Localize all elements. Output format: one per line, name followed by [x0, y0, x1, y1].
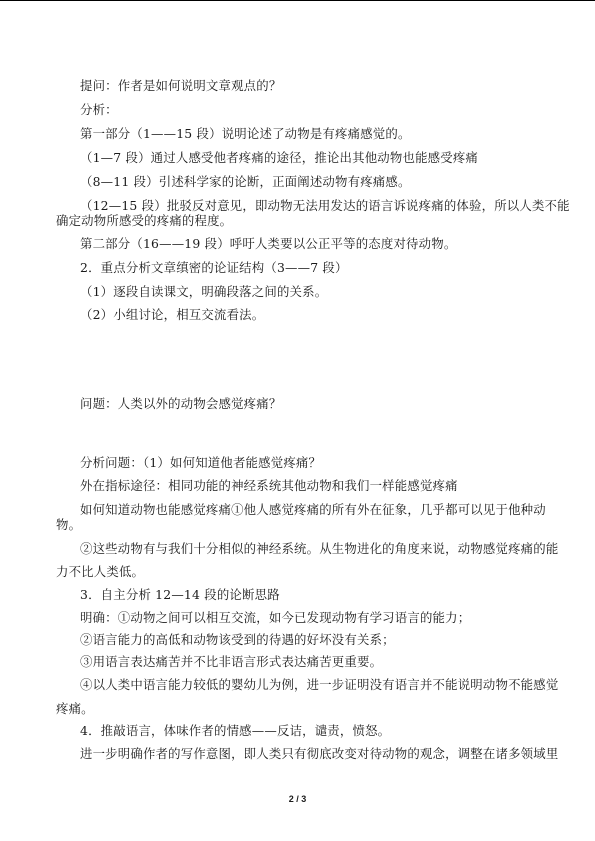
text-line: （8—11 段）引述科学家的论断，正面阐述动物有疼痛感。 [80, 174, 411, 189]
text-line: 疼痛。 [56, 701, 94, 716]
text-line: 力不比人类低。 [56, 564, 145, 579]
text-line: 4．推敲语言，体味作者的情感——反诘，谴责，愤怒。 [80, 723, 391, 738]
text-line: 问题：人类以外的动物会感觉疼痛？ [80, 396, 282, 411]
text-line: 如何知道动物也能感觉疼痛①他人感觉疼痛的所有外在征象，几乎都可以见于他种动 [80, 502, 546, 517]
text-line: 分析问题：（1）如何知道他者能感觉疼痛？ [80, 455, 322, 470]
text-line: （1—7 段）通过人感受他者疼痛的途径，推论出其他动物也能感受疼痛 [80, 150, 479, 165]
text-line: （2）小组讨论，相互交流看法。 [80, 307, 265, 322]
text-line: 明确：①动物之间可以相互交流，如今已发现动物有学习语言的能力； [80, 610, 471, 625]
text-line: 第二部分（16——19 段）呼吁人类要以公正平等的态度对待动物。 [80, 236, 457, 251]
text-line: 外在指标途径：相同功能的神经系统其他动物和我们一样能感觉疼痛 [80, 478, 458, 493]
text-line: 物。 [56, 517, 82, 532]
page-number: 2 / 3 [288, 794, 307, 804]
text-line: （12—15 段）批驳反对意见，即动物无法用发达的语言诉说疼痛的体验，所以人类不能 [80, 198, 570, 213]
text-line: 分析： [80, 102, 118, 117]
text-line: 进一步明确作者的写作意图，即人类只有彻底改变对待动物的观念，调整在诸多领域里 [80, 746, 559, 761]
text-line: ②语言能力的高低和动物该受到的待遇的好坏没有关系； [80, 632, 395, 647]
text-line: ③用语言表达痛苦并不比非语言形式表达痛苦更重要。 [80, 654, 383, 669]
text-line: 3．自主分析 12—14 段的论断思路 [80, 587, 280, 602]
text-line: ②这些动物有与我们十分相似的神经系统。从生物进化的角度来说，动物感觉疼痛的能 [80, 541, 559, 556]
text-line: 提问：作者是如何说明文章观点的？ [80, 78, 282, 93]
text-line: 确定动物所感受的疼痛的程度。 [56, 213, 233, 228]
text-line: 第一部分（1——15 段）说明论述了动物是有疼痛感觉的。 [80, 126, 411, 141]
text-line: 2．重点分析文章缜密的论证结构（3——7 段） [80, 260, 348, 275]
text-line: （1）逐段自读课文，明确段落之间的关系。 [80, 284, 328, 299]
text-line: ④以人类中语言能力较低的婴幼儿为例，进一步证明没有语言并不能说明动物不能感觉 [80, 677, 559, 692]
